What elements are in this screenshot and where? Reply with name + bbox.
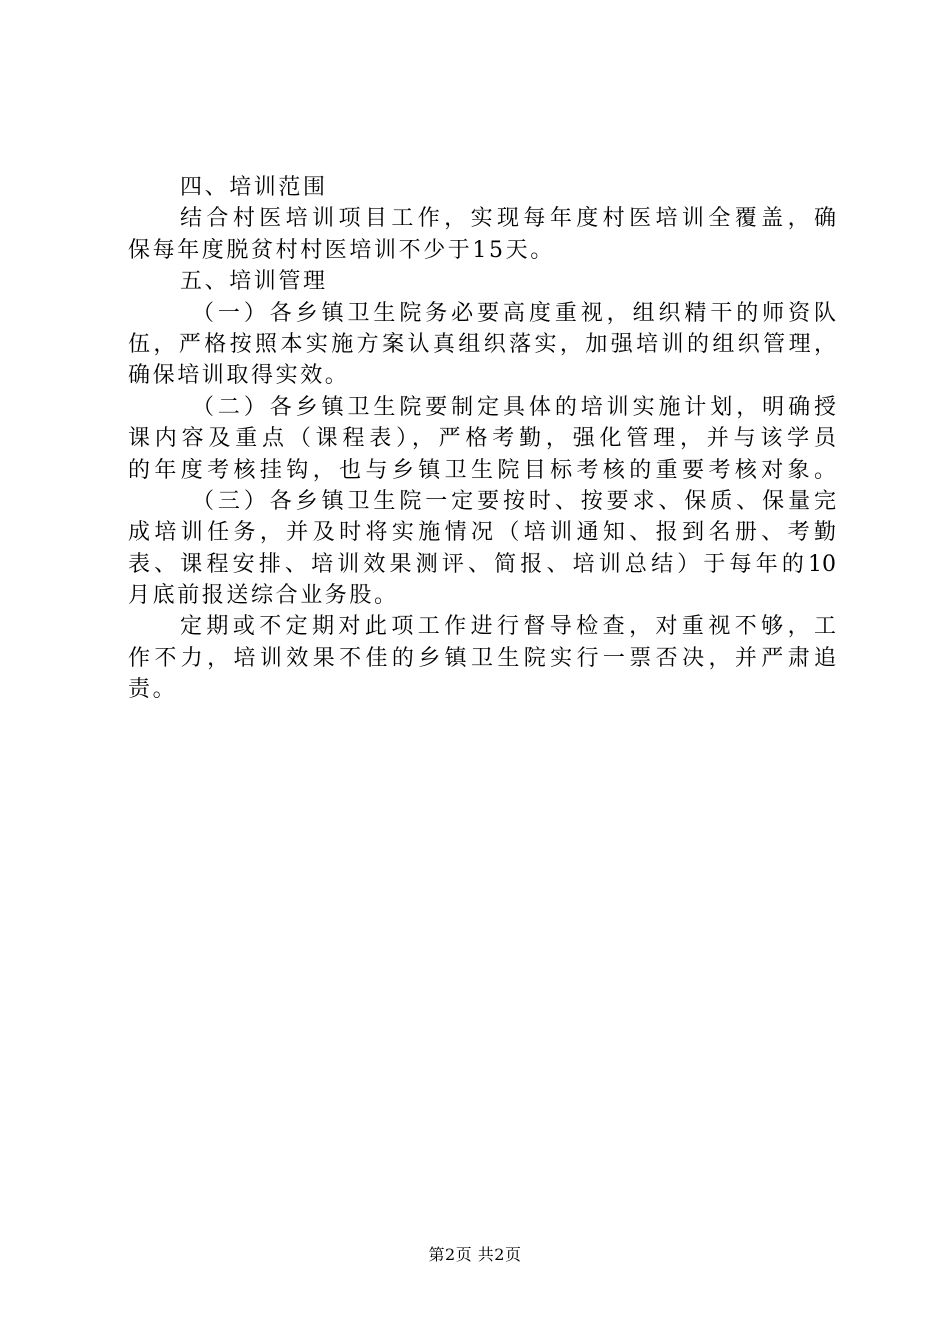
paragraph-line: 定期或不定期对此项工作进行督导检查，对重视不够，工 [180,614,836,640]
paragraph-line: 责。 [128,677,178,703]
paragraph-line: （二）各乡镇卫生院要制定具体的培训实施计划，明确授 [192,394,836,420]
section-heading: 五、培训管理 [180,269,328,295]
paragraph-line: 作不力，培训效果不佳的乡镇卫生院实行一票否决，并严肃追 [128,645,836,671]
paragraph-line: 课内容及重点（课程表），严格考勤，强化管理，并与该学员 [128,426,836,452]
paragraph-line: 表、课程安排、培训效果测评、简报、培训总结）于每年的10 [128,551,836,577]
paragraph-line: 保每年度脱贫村村医培训不少于15天。 [128,237,555,263]
paragraph-line: （三）各乡镇卫生院一定要按时、按要求、保质、保量完 [192,488,836,514]
paragraph-line: 结合村医培训项目工作，实现每年度村医培训全覆盖，确 [180,206,836,232]
paragraph-line: 确保培训取得实效。 [128,363,350,389]
page-number-footer: 第2页 共2页 [428,1245,522,1264]
paragraph-line: （一）各乡镇卫生院务必要高度重视，组织精干的师资队 [192,300,836,326]
paragraph-line: 伍，严格按照本实施方案认真组织落实，加强培训的组织管理， [128,331,836,357]
document-body [128,172,836,706]
paragraph-line: 成培训任务，并及时将实施情况（培训通知、报到名册、考勤 [128,520,836,546]
paragraph-line: 的年度考核挂钩，也与乡镇卫生院目标考核的重要考核对象。 [128,457,836,483]
section-heading: 四、培训范围 [180,175,328,200]
paragraph-line: 月底前报送综合业务股。 [128,583,399,609]
